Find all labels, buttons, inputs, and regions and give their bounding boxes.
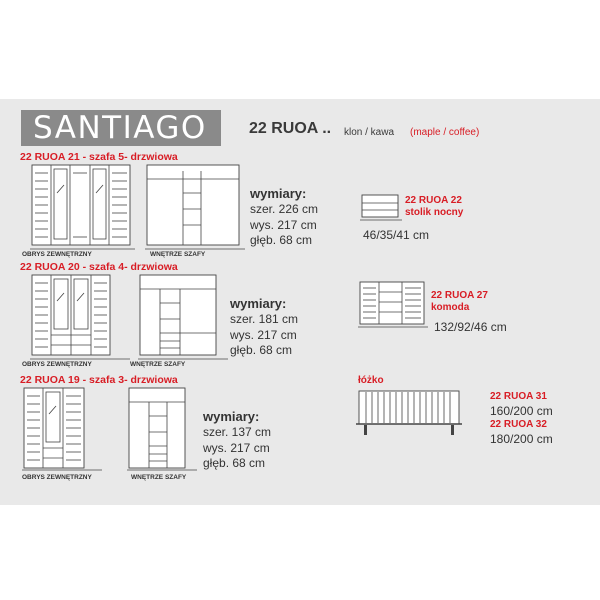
nightstand-name: stolik nocny bbox=[405, 207, 464, 218]
product-title: SANTIAGO bbox=[33, 110, 207, 146]
wardrobe3-interior-caption: WNĘTRZE SZAFY bbox=[131, 474, 187, 481]
color-name-en: (maple / coffee) bbox=[410, 127, 480, 138]
wardrobe5-depth: głęb. 68 cm bbox=[250, 233, 313, 247]
wardrobe4-exterior-drawing bbox=[30, 273, 130, 363]
bed-code-180: 22 RUOA 32 bbox=[490, 419, 547, 430]
bed-size-160: 160/200 cm bbox=[490, 404, 553, 418]
bed-code-160: 22 RUOA 31 bbox=[490, 391, 547, 402]
wardrobe3-exterior-caption: OBRYS ZEWNĘTRZNY bbox=[22, 474, 92, 481]
wardrobe5-interior-drawing bbox=[145, 163, 245, 255]
dresser-name: komoda bbox=[431, 302, 470, 313]
nightstand-dims: 46/35/41 cm bbox=[363, 228, 430, 242]
dresser-code: 22 RUOA 27 bbox=[431, 290, 488, 301]
wardrobe3-height: wys. 217 cm bbox=[203, 441, 270, 455]
wardrobe4-height: wys. 217 cm bbox=[230, 328, 297, 342]
wardrobe3-dims-title: wymiary: bbox=[203, 409, 260, 424]
wardrobe4-heading: 22 RUOA 20 - szafa 4- drzwiowa bbox=[20, 261, 178, 273]
bed-drawing bbox=[356, 388, 466, 440]
wardrobe5-heading: 22 RUOA 21 - szafa 5- drzwiowa bbox=[20, 151, 178, 163]
wardrobe3-exterior-drawing bbox=[22, 386, 102, 472]
nightstand-drawing bbox=[360, 193, 402, 223]
bed-size-180: 180/200 cm bbox=[490, 432, 553, 446]
wardrobe4-depth: głęb. 68 cm bbox=[230, 343, 293, 357]
wardrobe5-height: wys. 217 cm bbox=[250, 218, 317, 232]
dresser-drawing bbox=[358, 280, 428, 330]
wardrobe5-dims-title: wymiary: bbox=[250, 186, 307, 201]
wardrobe3-interior-drawing bbox=[127, 386, 197, 472]
dresser-dims: 132/92/46 cm bbox=[434, 320, 507, 334]
wardrobe5-exterior-caption: OBRYS ZEWNĘTRZNY bbox=[22, 251, 92, 258]
wardrobe4-interior-caption: WNĘTRZE SZAFY bbox=[130, 361, 186, 368]
wardrobe4-dims-title: wymiary: bbox=[230, 296, 287, 311]
wardrobe5-width: szer. 226 cm bbox=[250, 202, 319, 216]
wardrobe5-interior-caption: WNĘTRZE SZAFY bbox=[150, 251, 206, 258]
color-name-pl: klon / kawa bbox=[344, 127, 395, 138]
wardrobe3-heading: 22 RUOA 19 - szafa 3- drzwiowa bbox=[20, 374, 178, 386]
nightstand-code: 22 RUOA 22 bbox=[405, 195, 462, 206]
bed-heading: łóżko bbox=[358, 375, 384, 386]
wardrobe4-exterior-caption: OBRYS ZEWNĘTRZNY bbox=[22, 361, 92, 368]
wardrobe3-depth: głęb. 68 cm bbox=[203, 456, 266, 470]
wardrobe5-exterior-drawing bbox=[30, 163, 135, 255]
wardrobe3-width: szer. 137 cm bbox=[203, 425, 272, 439]
collection-code: 22 RUOA .. bbox=[249, 120, 332, 137]
wardrobe4-interior-drawing bbox=[138, 273, 228, 363]
wardrobe4-width: szer. 181 cm bbox=[230, 312, 299, 326]
